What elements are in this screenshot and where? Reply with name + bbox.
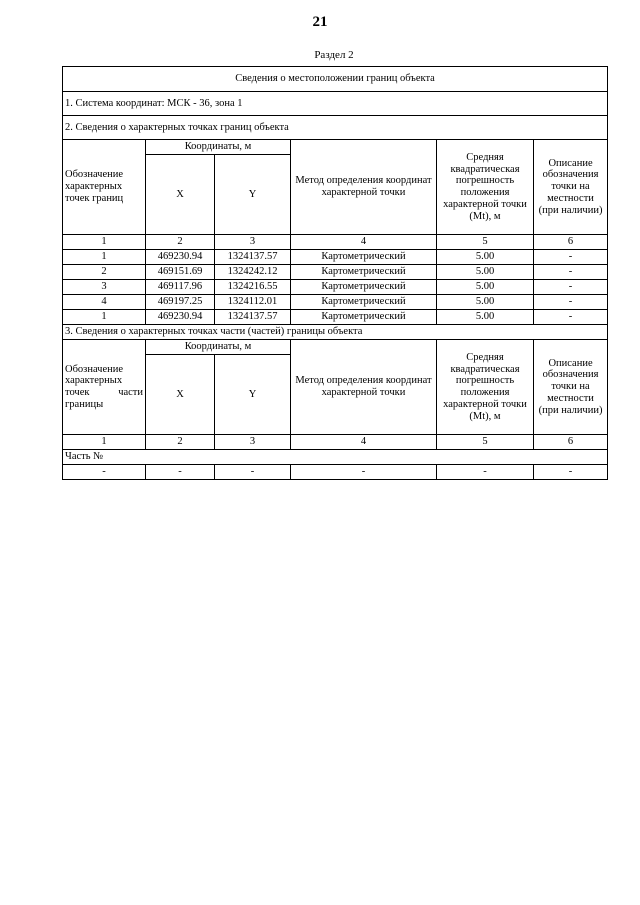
- y-cell: 1324112.01: [215, 295, 291, 310]
- part2-col-y: Y: [215, 155, 291, 235]
- error-cell: 5.00: [437, 310, 534, 325]
- part3-num: 2: [146, 435, 215, 450]
- desc-cell: -: [534, 265, 608, 280]
- table-row: [63, 280, 608, 295]
- y-cell: -: [215, 465, 291, 480]
- part2-col-desc: Описание обозначения точки на местности (при наличии): [534, 140, 608, 235]
- table-row: [63, 465, 608, 480]
- x-cell: 469117.96: [146, 280, 215, 295]
- method-cell: Картометрический: [291, 295, 437, 310]
- part2-num: 3: [215, 235, 291, 250]
- part3-title: 3. Сведения о характерных точках части (частей) границы объекта: [63, 325, 608, 340]
- desc-cell: -: [534, 295, 608, 310]
- part2-num: 6: [534, 235, 608, 250]
- point-cell: 1: [63, 250, 146, 265]
- y-cell: 1324242.12: [215, 265, 291, 280]
- part3-num: 3: [215, 435, 291, 450]
- part3-num: 1: [63, 435, 146, 450]
- x-cell: 469151.69: [146, 265, 215, 280]
- desc-cell: -: [534, 280, 608, 295]
- point-cell: 3: [63, 280, 146, 295]
- part2-num: 1: [63, 235, 146, 250]
- method-cell: Картометрический: [291, 280, 437, 295]
- part3-col-desc: Описание обозначения точки на местности (при наличии): [534, 340, 608, 435]
- x-cell: -: [146, 465, 215, 480]
- error-cell: 5.00: [437, 265, 534, 280]
- page-number: 21: [312, 14, 328, 30]
- part2-col-error: Средняя квадратическая погрешность положения характерной точки (Mt), м: [437, 140, 534, 235]
- part3-num: 5: [437, 435, 534, 450]
- method-cell: Картометрический: [291, 250, 437, 265]
- desc-cell: -: [534, 310, 608, 325]
- part2-num: 5: [437, 235, 534, 250]
- table-row: [63, 250, 608, 265]
- table-row: [63, 295, 608, 310]
- error-cell: 5.00: [437, 250, 534, 265]
- coord-system: 1. Система координат: МСК - 36, зона 1: [63, 92, 608, 116]
- part3-col-point: Обозначение характерных точек части границы: [63, 340, 146, 435]
- part2-num: 4: [291, 235, 437, 250]
- boundary-table: [62, 66, 608, 480]
- point-cell: 1: [63, 310, 146, 325]
- method-cell: Картометрический: [291, 310, 437, 325]
- method-cell: -: [291, 465, 437, 480]
- point-cell: 2: [63, 265, 146, 280]
- part2-col-coords: Координаты, м: [146, 140, 291, 155]
- part3-col-x: X: [146, 355, 215, 435]
- part3-num: 6: [534, 435, 608, 450]
- error-cell: 5.00: [437, 295, 534, 310]
- error-cell: 5.00: [437, 280, 534, 295]
- part3-num: 4: [291, 435, 437, 450]
- part2-title: 2. Сведения о характерных точках границ объекта: [63, 116, 608, 140]
- error-cell: -: [437, 465, 534, 480]
- x-cell: 469197.25: [146, 295, 215, 310]
- point-cell: -: [63, 465, 146, 480]
- desc-cell: -: [534, 250, 608, 265]
- section-label: Раздел 2: [314, 49, 354, 61]
- part3-col-coords: Координаты, м: [146, 340, 291, 355]
- x-cell: 469230.94: [146, 250, 215, 265]
- part3-col-y: Y: [215, 355, 291, 435]
- part2-col-x: X: [146, 155, 215, 235]
- table-row: [63, 310, 608, 325]
- part3-col-error: Средняя квадратическая погрешность положения характерной точки (Mt), м: [437, 340, 534, 435]
- table-title: Сведения о местоположении границ объекта: [63, 67, 608, 92]
- y-cell: 1324216.55: [215, 280, 291, 295]
- part2-col-point: Обозначение характерных точек границ: [63, 140, 146, 235]
- part2-num: 2: [146, 235, 215, 250]
- point-cell: 4: [63, 295, 146, 310]
- method-cell: Картометрический: [291, 265, 437, 280]
- desc-cell: -: [534, 465, 608, 480]
- y-cell: 1324137.57: [215, 250, 291, 265]
- part2-col-method: Метод определения координат характерной точки: [291, 140, 437, 235]
- y-cell: 1324137.57: [215, 310, 291, 325]
- table-row: [63, 265, 608, 280]
- part3-part-label: Часть №: [63, 450, 608, 465]
- part3-col-method: Метод определения координат характерной точки: [291, 340, 437, 435]
- x-cell: 469230.94: [146, 310, 215, 325]
